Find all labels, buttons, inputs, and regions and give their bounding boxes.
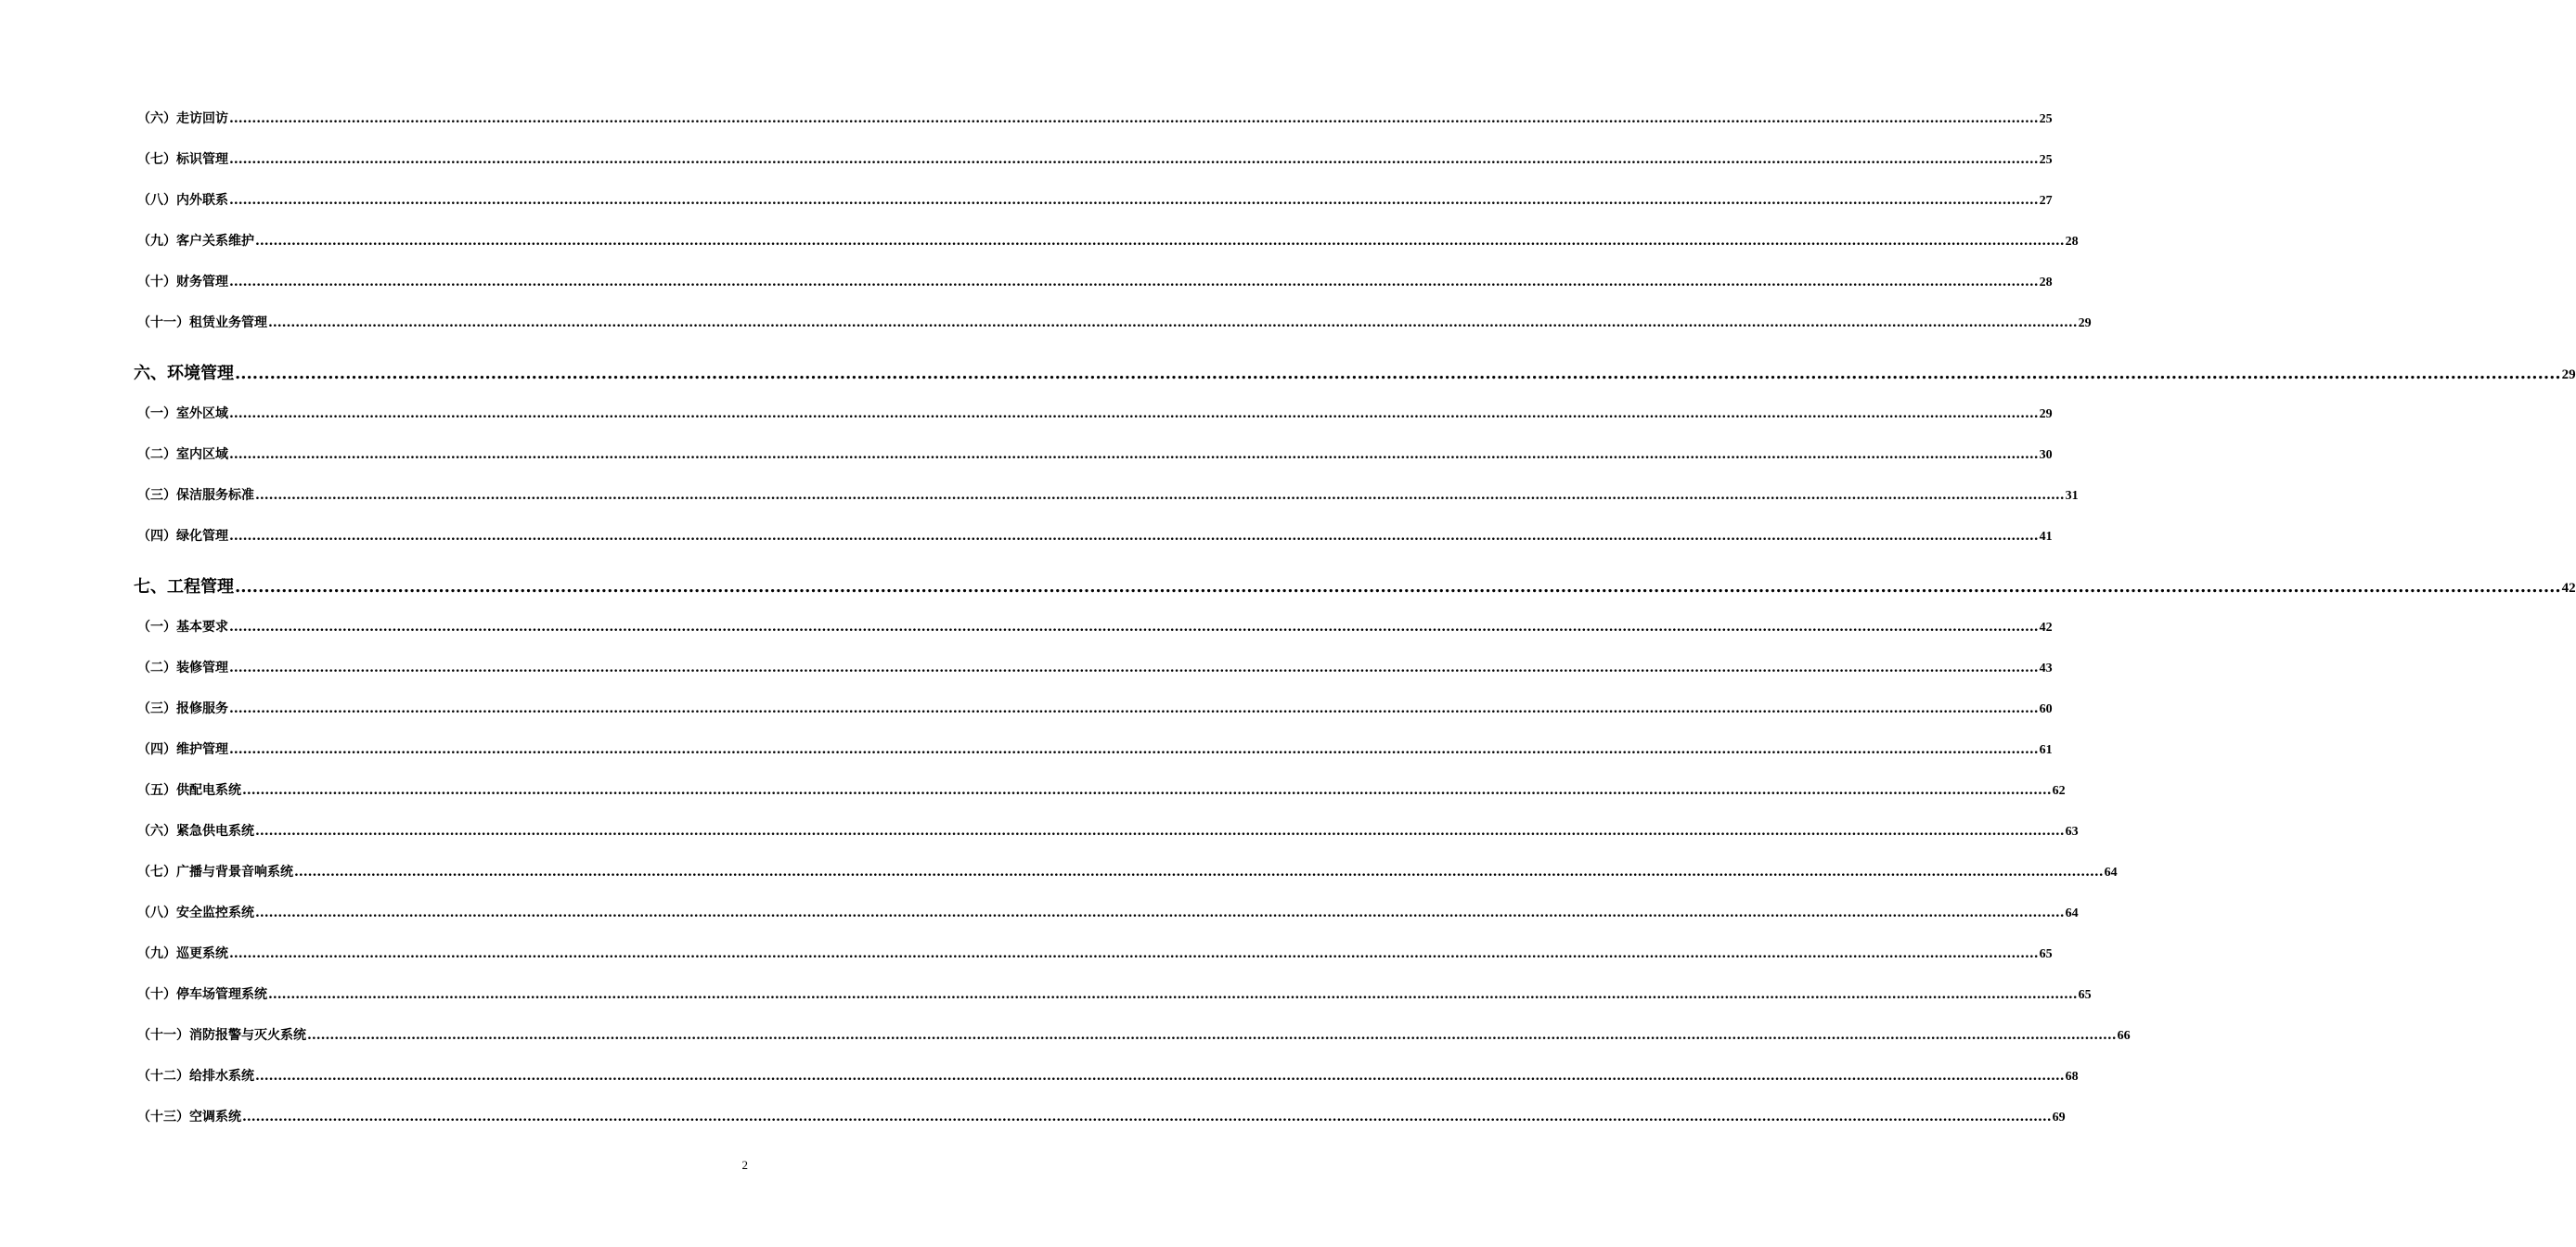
toc-entry-title: （九）客户关系维护	[137, 234, 254, 249]
toc-dot-leader: ................................................................................................................................................................................................................................................................................................................................................................................................................	[255, 906, 2065, 920]
toc-entry-page: 41	[2039, 530, 2053, 544]
toc-entry-page: 68	[2065, 1070, 2079, 1084]
toc-entry[interactable]	[137, 486, 2079, 506]
toc-entry-title: （七）标识管理	[137, 152, 228, 167]
toc-entry[interactable]	[137, 1026, 2131, 1046]
toc-entry-page: 27	[2039, 194, 2053, 208]
toc-entry-title: （十一）消防报警与灭火系统	[137, 1028, 306, 1043]
toc-dot-leader: ................................................................................................................................................................................................................................................................................................................................................................................................................	[229, 742, 2039, 757]
toc-section-entry[interactable]	[134, 576, 2576, 599]
toc-entry-title: （四）维护管理	[137, 742, 228, 757]
toc-entry-page: 65	[2078, 988, 2092, 1002]
toc-entry-page: 31	[2065, 489, 2079, 503]
toc-entry-page: 64	[2104, 866, 2118, 880]
toc-entry[interactable]	[137, 445, 2053, 465]
toc-entry[interactable]	[137, 1067, 2079, 1086]
toc-entry-page: 30	[2039, 448, 2053, 462]
toc-entry[interactable]	[137, 314, 2092, 333]
toc-entry-page: 29	[2039, 407, 2053, 421]
toc-entry-title: （四）绿化管理	[137, 529, 228, 544]
toc-dot-leader: ................................................................................................................................................................................................................................................................................................................................................................................................................	[229, 946, 2039, 961]
toc-entry[interactable]	[137, 232, 2079, 251]
toc-entry-title: （七）广播与背景音响系统	[137, 865, 293, 880]
toc-entry-page: 65	[2039, 947, 2053, 961]
toc-dot-leader: ................................................................................................................................................................................................................................................................................................................................................................................................................	[255, 1069, 2065, 1084]
toc-entry[interactable]	[137, 109, 2053, 129]
toc-entry[interactable]	[137, 740, 2053, 760]
toc-dot-leader: ................................................................................................................................................................................................................................................................................................................................................................................................................	[229, 529, 2039, 544]
toc-entry[interactable]	[137, 985, 2092, 1005]
toc-dot-leader: ................................................................................................................................................................................................................................................................................................................................................................................................................	[229, 447, 2039, 462]
toc-dot-leader: ................................................................................................................................................................................................................................................................................................................................................................................................................	[235, 364, 2561, 383]
toc-dot-leader: ................................................................................................................................................................................................................................................................................................................................................................................................................	[242, 1110, 2052, 1125]
toc-entry-page: 42	[2039, 621, 2053, 635]
toc-entry-page: 62	[2052, 784, 2066, 798]
toc-dot-leader: ................................................................................................................................................................................................................................................................................................................................................................................................................	[255, 234, 2065, 249]
toc-dot-leader: ................................................................................................................................................................................................................................................................................................................................................................................................................	[229, 620, 2039, 635]
toc-dot-leader: ................................................................................................................................................................................................................................................................................................................................................................................................................	[255, 488, 2065, 503]
toc-entry-title: （十）停车场管理系统	[137, 987, 267, 1002]
toc-entry-page: 61	[2039, 743, 2053, 757]
toc-entry-title: （六）走访回访	[137, 111, 228, 126]
toc-entry[interactable]	[137, 945, 2053, 964]
toc-entry-page: 66	[2117, 1029, 2131, 1043]
toc-entry-title: （十二）给排水系统	[137, 1069, 254, 1084]
toc-entry-title: （三）保洁服务标准	[137, 488, 254, 503]
toc-entry[interactable]	[137, 405, 2053, 424]
toc-entry-title: （一）室外区域	[137, 406, 228, 421]
toc-entry-page: 25	[2039, 153, 2053, 167]
toc-entry-page: 60	[2039, 702, 2053, 716]
toc-entry-title: （二）装修管理	[137, 661, 228, 675]
toc-entry-page: 69	[2052, 1111, 2066, 1125]
toc-entry-title: 六、环境管理	[134, 364, 234, 383]
toc-entry-title: （八）内外联系	[137, 193, 228, 208]
toc-entry-title: （十三）空调系统	[137, 1110, 241, 1125]
toc-entry-page: 43	[2039, 662, 2053, 675]
toc-dot-leader: ................................................................................................................................................................................................................................................................................................................................................................................................................	[229, 701, 2039, 716]
toc-entry-page: 64	[2065, 906, 2079, 920]
toc-entry-page: 28	[2039, 276, 2053, 289]
page-number: 2	[741, 1158, 748, 1172]
toc-dot-leader: ................................................................................................................................................................................................................................................................................................................................................................................................................	[229, 661, 2039, 675]
toc-dot-leader: ................................................................................................................................................................................................................................................................................................................................................................................................................	[268, 987, 2078, 1002]
toc-dot-leader: ................................................................................................................................................................................................................................................................................................................................................................................................................	[307, 1028, 2117, 1043]
toc-dot-leader: ................................................................................................................................................................................................................................................................................................................................................................................................................	[268, 315, 2078, 330]
toc-entry[interactable]	[137, 863, 2118, 882]
toc-entry-page: 25	[2039, 112, 2053, 126]
toc-section-entry[interactable]	[134, 363, 2576, 386]
toc-entry-title: （二）室内区域	[137, 447, 228, 462]
toc-entry-title: （五）供配电系统	[137, 783, 241, 798]
toc-entry-title: （十一）租赁业务管理	[137, 315, 267, 330]
toc-entry-page: 28	[2065, 235, 2079, 249]
toc-entry[interactable]	[137, 191, 2053, 211]
toc-entry[interactable]	[137, 659, 2053, 678]
toc-entry-title: （十）财务管理	[137, 275, 228, 289]
toc-entry-page: 63	[2065, 825, 2079, 839]
toc-dot-leader: ................................................................................................................................................................................................................................................................................................................................................................................................................	[255, 824, 2065, 839]
toc-entry[interactable]	[137, 700, 2053, 719]
toc-dot-leader: ................................................................................................................................................................................................................................................................................................................................................................................................................	[294, 865, 2104, 880]
toc-entry[interactable]	[137, 150, 2053, 170]
toc-entry[interactable]	[137, 781, 2066, 801]
toc-dot-leader: ................................................................................................................................................................................................................................................................................................................................................................................................................	[229, 152, 2039, 167]
toc-entry[interactable]	[137, 1108, 2066, 1127]
toc-entry[interactable]	[137, 527, 2053, 546]
toc-dot-leader: ................................................................................................................................................................................................................................................................................................................................................................................................................	[235, 577, 2561, 597]
toc-dot-leader: ................................................................................................................................................................................................................................................................................................................................................................................................................	[229, 193, 2039, 208]
toc-entry[interactable]	[137, 273, 2053, 292]
toc-entry-page: 29	[2078, 316, 2092, 330]
toc-entry-page: 29	[2561, 367, 2576, 382]
toc-dot-leader: ................................................................................................................................................................................................................................................................................................................................................................................................................	[229, 406, 2039, 421]
toc-entry-title: （六）紧急供电系统	[137, 824, 254, 839]
toc-entry-title: （一）基本要求	[137, 620, 228, 635]
toc-entry-title: （三）报修服务	[137, 701, 228, 716]
toc-entry[interactable]	[137, 822, 2079, 842]
toc-entry-page: 42	[2561, 581, 2576, 596]
toc-dot-leader: ................................................................................................................................................................................................................................................................................................................................................................................................................	[229, 275, 2039, 289]
toc-entry-title: 七、工程管理	[134, 577, 234, 597]
toc-entry[interactable]	[137, 618, 2053, 637]
toc-entry-title: （八）安全监控系统	[137, 906, 254, 920]
toc-entry[interactable]	[137, 904, 2079, 923]
toc-dot-leader: ................................................................................................................................................................................................................................................................................................................................................................................................................	[229, 111, 2039, 126]
toc-entry-title: （九）巡更系统	[137, 946, 228, 961]
toc-dot-leader: ................................................................................................................................................................................................................................................................................................................................................................................................................	[242, 783, 2052, 798]
